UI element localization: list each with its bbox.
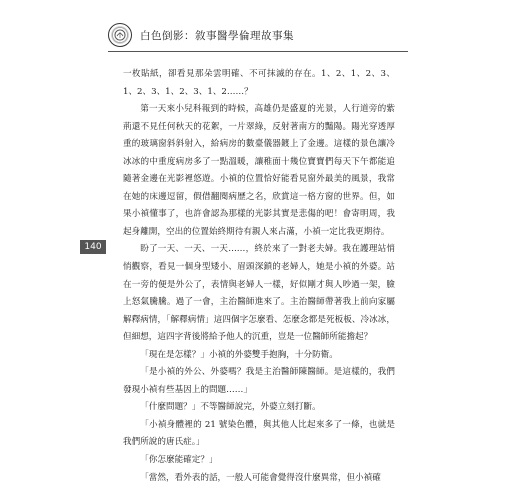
paragraph: 「當然，看外表的話，一般人可能會覺得沒什麼異常，但小禎確 xyxy=(140,472,381,483)
header-rule xyxy=(108,51,408,52)
paragraph: 「是小禎的外公、外婆嗎？我是主治醫師陳醫師。是這樣的，我們發現小禎有些基因上的問題……」 xyxy=(123,367,395,395)
seal-icon xyxy=(114,29,126,41)
running-header xyxy=(108,20,408,50)
paragraph: 「你怎麼能確定？」 xyxy=(140,455,218,466)
paragraph: 「小禎身體裡的 21 號染色體，與其他人比起來多了一條，也就是我們所說的唐氏症。」 xyxy=(123,419,395,448)
paragraph: 第一天來小兒科報到的時候，高雄仍是盛夏的光景，人行道旁的紫荊還不見任何秋天的花絮，一片翠綠，反射著南方的豔陽。陽光穿透厚重的玻璃窗斜斜射入，給病房的數臺儀器鍍上了金邊。這樣的景色讓冷冰冰的中重度病房多了一點溫暖，讓稚面十幾位寶寶們每天下午都能追隨著金邊在光影裡悠遊。小禎的位置恰好能看見窗外最美的風景，我常在她的床邊逗留，假借翻閱病歷之名，欣賞這一格方窗的世界。但，如果小禎懂事了，也許會認為那樣的光影其實是悲傷的吧！會寄明周，我起身離開，空出的位置始終期待有親人來占滿，小禎一定比我更期待。 xyxy=(123,104,395,237)
paragraph: 一枚貼紙，卻看見那朵雲明確、不可抹滅的存在。1、2、1、2、3、1、2、3、1、2、3、1、2……？ xyxy=(123,69,395,97)
paragraph: 盼了一天、一天、一天……，終於來了一對老夫婦。我在護理站悄悄觀察，看見一個身型矮小、眉頭深鎖的老婦人，她是小禎的外婆。站在一旁的便是外公了，表情與老婦人一樣，好似剛才與人吵過一架，臉上怒氣騰騰。過了一會，主治醫師進來了。主治醫師帶著我上前向家屬解釋病情，「解釋病情」這四個字怎麼看、怎麼念都是死板板、冷冰冰，但細想，這四字背後將給予他人的沉重，豈是一位醫師所能擔起？ xyxy=(123,244,395,343)
paragraph: 「現在是怎樣？」小禎的外婆雙手抱胸，十分防衛。 xyxy=(140,349,338,360)
book-title: 白色倒影：敘事醫學倫理故事集 xyxy=(140,29,294,42)
page-number: 140 xyxy=(80,240,106,254)
body-text xyxy=(123,66,395,487)
paragraph: 「什麼問題？」不等醫師說完，外婆立刻打斷。 xyxy=(140,402,321,413)
emblem-icon xyxy=(108,23,132,47)
